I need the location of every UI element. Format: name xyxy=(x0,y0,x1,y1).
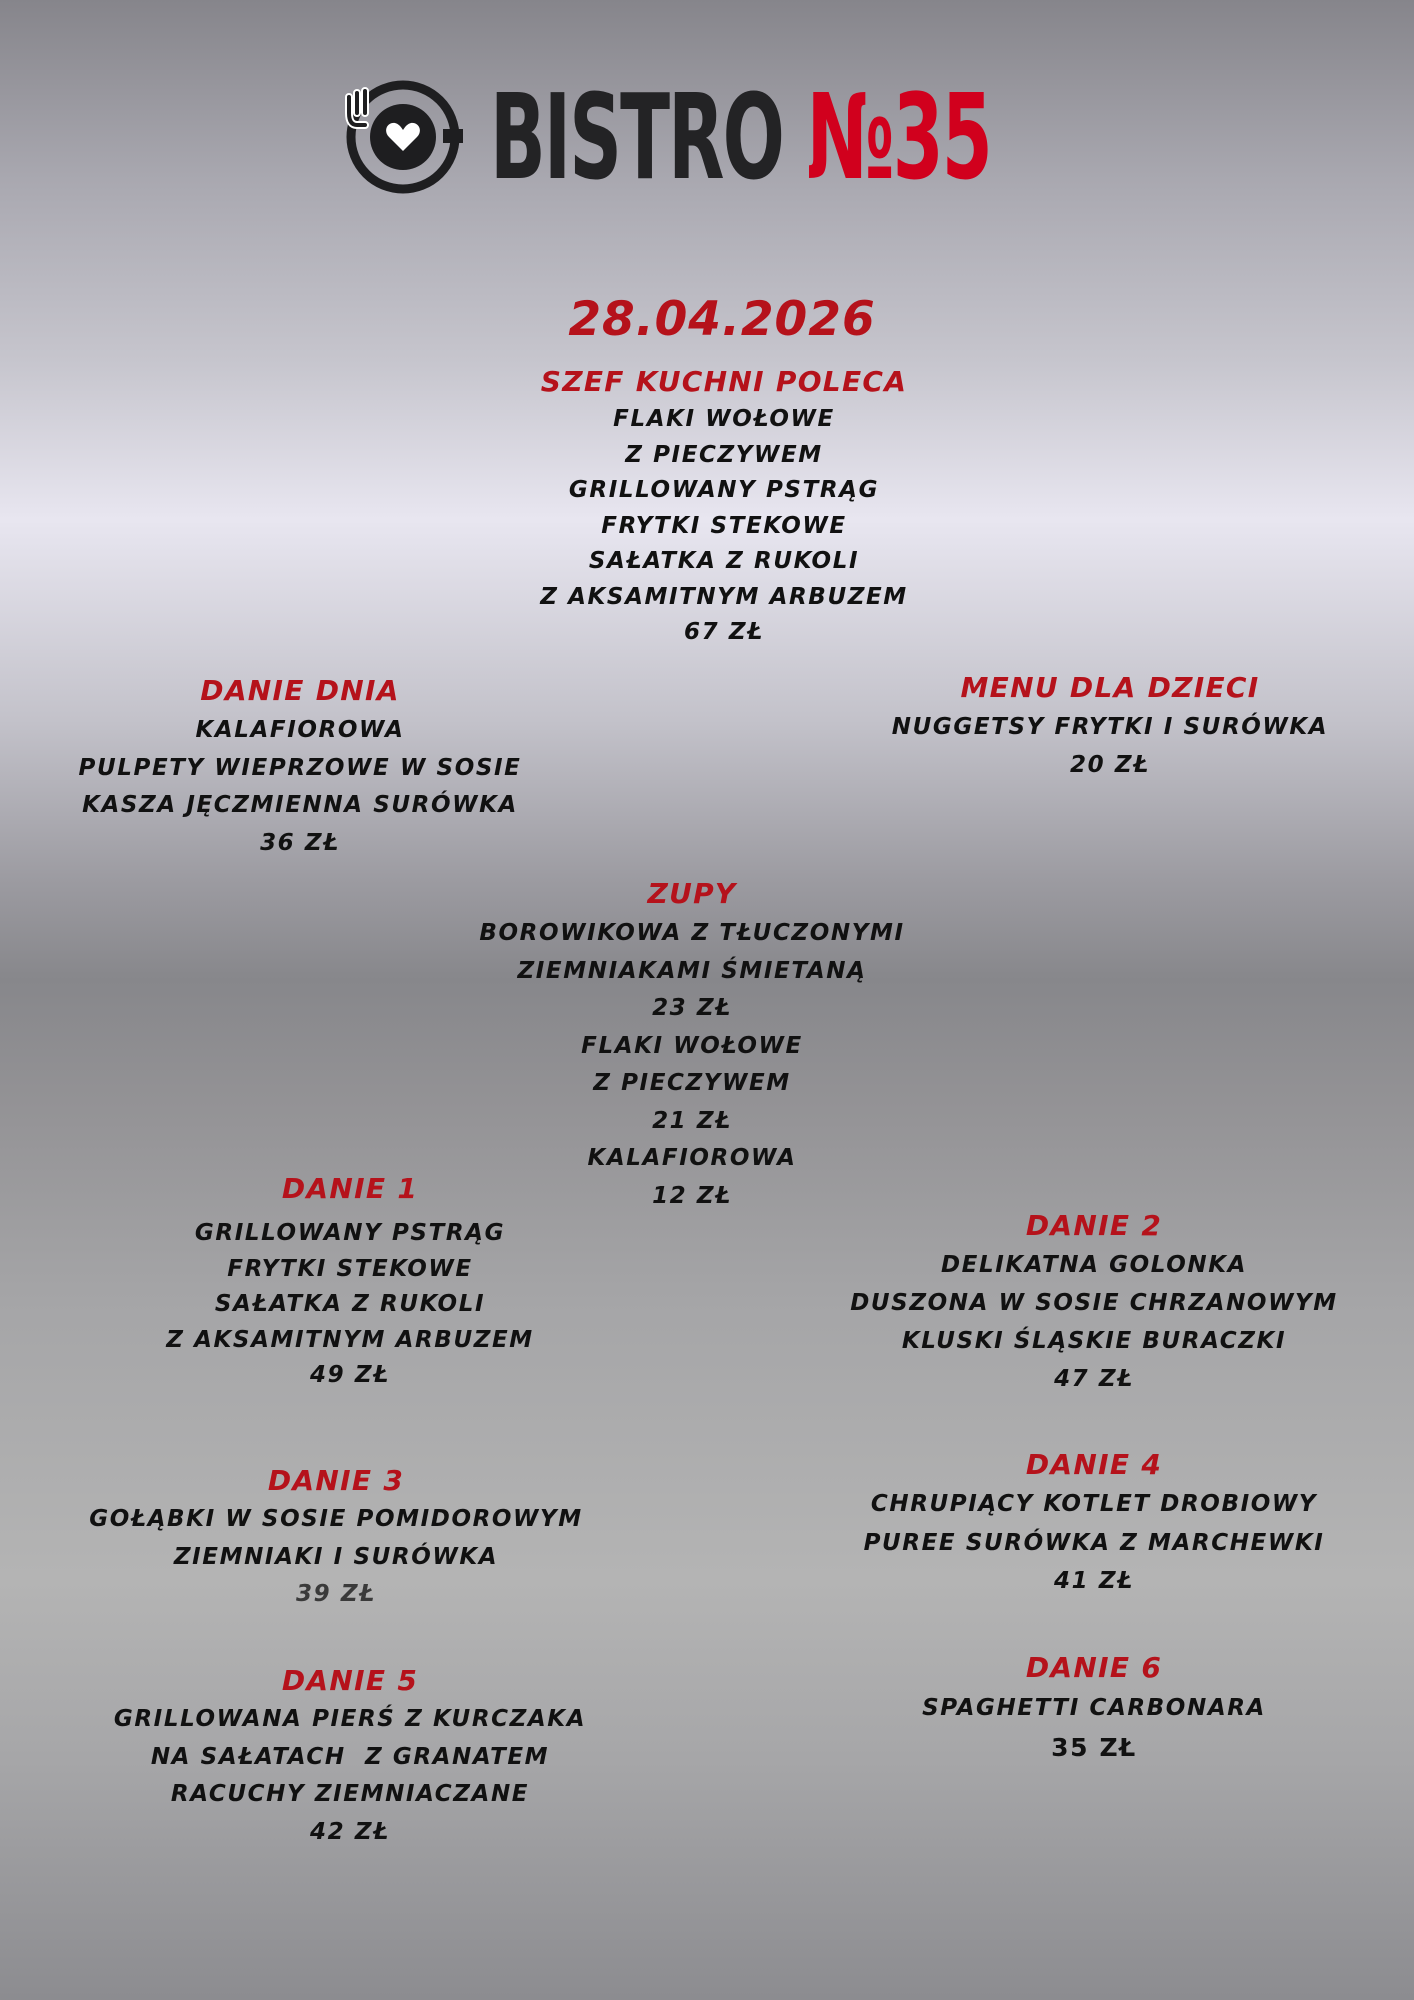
dish-of-the-day-title: DANIE DNIA xyxy=(200,674,400,707)
dish-price: 36 ZŁ xyxy=(260,829,340,856)
soup-line: FLAKI WOŁOWE xyxy=(581,1032,803,1059)
dish-4-title: DANIE 4 xyxy=(1025,1448,1163,1481)
dish-4-line: CHRUPIĄCY KOTLET DROBIOWY xyxy=(870,1491,1318,1517)
chef-line: FLAKI WOŁOWE xyxy=(613,406,835,432)
dish-5-price: 42 ZŁ xyxy=(310,1818,390,1845)
soup-price: 21 ZŁ xyxy=(652,1107,732,1134)
soup-line: BOROWIKOWA Z TŁUCZONYMI xyxy=(479,920,905,946)
dish-1-line: Z AKSAMITNYM ARBUZEM xyxy=(166,1326,534,1353)
dish-4-section xyxy=(864,1445,1325,1601)
dish-4-price: 41 ZŁ xyxy=(1054,1568,1134,1594)
soup-price: 12 ZŁ xyxy=(652,1182,732,1209)
kids-line: NUGGETSY FRYTKI I SURÓWKA xyxy=(891,714,1329,740)
chef-line: Z AKSAMITNYM ARBUZEM xyxy=(540,583,908,610)
dish-line: PULPETY WIEPRZOWE W SOSIE xyxy=(78,754,522,781)
dish-2-title: DANIE 2 xyxy=(1025,1209,1163,1242)
dish-3-section xyxy=(89,1461,583,1614)
dish-2-line: KLUSKI ŚLĄSKIE BURACZKI xyxy=(901,1328,1287,1354)
dish-5-title: DANIE 5 xyxy=(281,1664,419,1697)
dish-4-line: PUREE SURÓWKA Z MARCHEWKI xyxy=(863,1529,1325,1556)
soup-line: Z PIECZYWEM xyxy=(593,1070,791,1096)
chef-recommends-title: SZEF KUCHNI POLECA xyxy=(540,365,908,398)
logo-word: BISTRO xyxy=(490,68,807,206)
dish-1-section xyxy=(166,1168,534,1394)
logo-wordmark xyxy=(490,67,991,207)
dish-1-price: 49 ZŁ xyxy=(310,1362,390,1388)
dish-3-price: 39 ZŁ xyxy=(296,1581,376,1607)
dish-2-line: DELIKATNA GOLONKA xyxy=(940,1252,1248,1278)
dish-2-price: 47 ZŁ xyxy=(1054,1366,1134,1392)
soup-line: ZIEMNIAKAMI ŚMIETANĄ xyxy=(517,957,867,984)
kids-menu-title: MENU DLA DZIECI xyxy=(960,671,1260,704)
chef-line: GRILLOWANY PSTRĄG xyxy=(568,477,880,503)
chef-line: Z PIECZYWEM xyxy=(625,441,823,468)
dish-3-line: GOŁĄBKI W SOSIE POMIDOROWYM xyxy=(89,1506,583,1532)
kids-price: 20 ZŁ xyxy=(1070,751,1150,778)
dish-line: KASZA JĘCZMIENNA SURÓWKA xyxy=(82,792,518,818)
dish-6-line: SPAGHETTI CARBONARA xyxy=(922,1695,1266,1721)
dish-1-title: DANIE 1 xyxy=(281,1172,419,1205)
soup-price: 23 ZŁ xyxy=(652,995,732,1021)
dish-5-line: GRILLOWANA PIERŚ Z KURCZAKA xyxy=(113,1706,587,1732)
dish-of-the-day-section xyxy=(79,670,522,862)
dish-2-section xyxy=(850,1206,1338,1398)
dish-1-line: FRYTKI STEKOWE xyxy=(227,1255,473,1282)
soup-line: KALAFIOROWA xyxy=(587,1145,797,1171)
menu-date-block xyxy=(568,292,875,347)
chef-price: 67 ZŁ xyxy=(684,619,764,645)
logo-number: №35 xyxy=(806,68,991,206)
heart-fork-icon xyxy=(335,75,465,200)
bistro-logo xyxy=(335,68,1015,206)
chef-line: FRYTKI STEKOWE xyxy=(601,512,847,539)
dish-5-line: NA SAŁATACH Z GRANATEM xyxy=(150,1743,550,1770)
kids-menu-section xyxy=(892,667,1328,784)
dish-6-title: DANIE 6 xyxy=(1025,1651,1163,1684)
menu-date: 28.04.2026 xyxy=(568,292,876,347)
dish-6-price: 35 ZŁ xyxy=(1051,1733,1137,1762)
chef-line: SAŁATKA Z RUKOLI xyxy=(588,548,860,574)
dish-1-line: GRILLOWANY PSTRĄG xyxy=(194,1220,506,1246)
dish-line: KALAFIOROWA xyxy=(195,717,405,743)
dish-5-section xyxy=(114,1661,586,1851)
dish-1-line: SAŁATKA Z RUKOLI xyxy=(214,1291,486,1317)
chef-recommends-section xyxy=(540,362,908,651)
dish-6-section xyxy=(922,1648,1266,1768)
soups-section xyxy=(479,873,904,1215)
dish-3-line: ZIEMNIAKI I SURÓWKA xyxy=(173,1543,499,1570)
dish-5-line: RACUCHY ZIEMNIACZANE xyxy=(170,1781,530,1807)
soups-title: ZUPY xyxy=(647,877,737,910)
dish-2-line: DUSZONA W SOSIE CHRZANOWYM xyxy=(850,1290,1338,1316)
dish-3-title: DANIE 3 xyxy=(267,1464,405,1497)
